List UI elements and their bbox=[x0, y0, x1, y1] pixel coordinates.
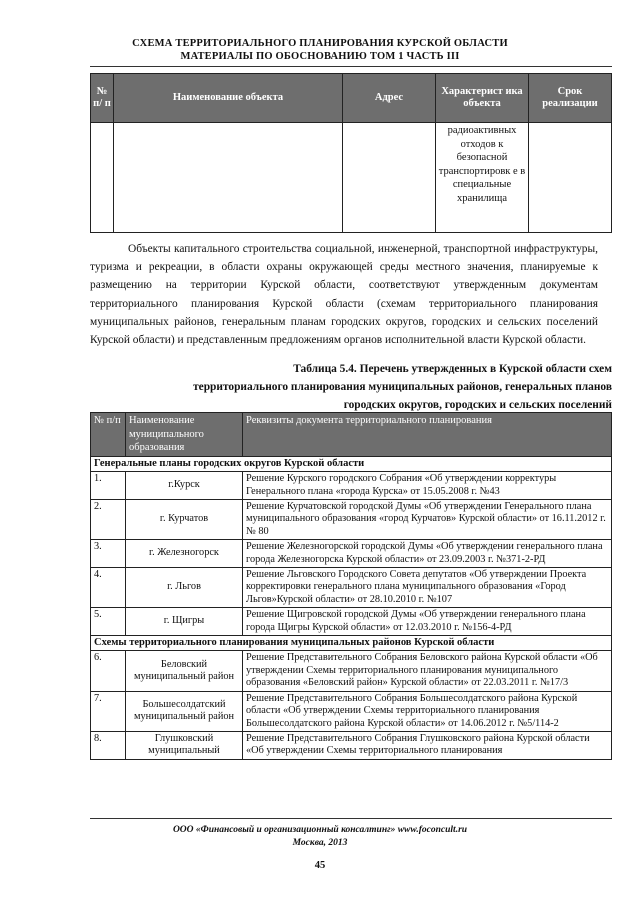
row-num: 3. bbox=[91, 540, 126, 568]
cell-term bbox=[529, 123, 612, 233]
cell-num bbox=[91, 123, 114, 233]
row-municipality: Большесолдатский муниципальный район bbox=[126, 691, 243, 731]
row-document: Решение Представительного Собрания Беловского района Курской области «Об утверждении Схемы территориального планирования муниципального образования «Беловский район» Курской области» от 22.03.2011 г. №17/3 bbox=[243, 651, 612, 691]
table-row bbox=[91, 500, 612, 540]
row-municipality: г.Курск bbox=[126, 472, 243, 500]
section-title: Схемы территориального планирования муниципальных районов Курской области bbox=[91, 636, 612, 651]
row-num: 4. bbox=[91, 568, 126, 608]
row-document: Решение Курского городского Собрания «Об утверждении корректуры Генерального плана «города Курска» от 15.05.2008 г. №43 bbox=[243, 472, 612, 500]
page-number: 45 bbox=[314, 860, 326, 871]
row-document: Решение Представительного Собрания Большесолдатского района Курской области «Об утверждении Схемы территориального планирования Большесолдатского района Курской области» от 14.06.2012 г. №5/114-2 bbox=[243, 691, 612, 731]
col-num: № п/ п bbox=[91, 74, 114, 123]
document-header-title: СХЕМА ТЕРРИТОРИАЛЬНОГО ПЛАНИРОВАНИЯ КУРСКОЙ ОБЛАСТИ bbox=[132, 38, 508, 49]
table-row bbox=[91, 608, 612, 636]
col-characteristic: Характерист ика объекта bbox=[436, 74, 529, 123]
header-divider bbox=[90, 66, 612, 67]
section-row bbox=[91, 456, 612, 471]
section-row bbox=[91, 636, 612, 651]
table-row bbox=[91, 568, 612, 608]
col-document: Реквизиты документа территориального планирования bbox=[243, 413, 612, 457]
caption-line-2: территориального планирования муниципальных районов, генеральных планов bbox=[193, 380, 612, 393]
row-num: 5. bbox=[91, 608, 126, 636]
row-municipality: Беловский муниципальный район bbox=[126, 651, 243, 691]
footer-divider bbox=[90, 818, 612, 819]
plans-table-header bbox=[91, 413, 612, 457]
cell-address bbox=[343, 123, 436, 233]
row-document: Решение Льговского Городского Совета депутатов «Об утверждении Проекта корректировки генерального плана муниципального образования «Город Льгов»Курской области» от 28.10.2010 г. №107 bbox=[243, 568, 612, 608]
table-row bbox=[91, 731, 612, 759]
section-title: Генеральные планы городских округов Курской области bbox=[91, 456, 612, 471]
col-address: Адрес bbox=[343, 74, 436, 123]
cell-characteristic: радиоактивных отходов к безопасной транспортировк е в специальные хранилища bbox=[436, 123, 529, 233]
footer-city-year: Москва, 2013 bbox=[292, 838, 348, 848]
row-municipality: г. Курчатов bbox=[126, 500, 243, 540]
table-row bbox=[91, 651, 612, 691]
body-paragraph bbox=[90, 240, 598, 349]
col-name: Наименование объекта bbox=[114, 74, 343, 123]
table-caption bbox=[90, 361, 612, 414]
row-municipality: г. Льгов bbox=[126, 568, 243, 608]
row-num: 1. bbox=[91, 472, 126, 500]
caption-line-1: Таблица 5.4. Перечень утвержденных в Курской области схем bbox=[293, 363, 612, 375]
col-term: Срок реализации bbox=[529, 74, 612, 123]
row-document: Решение Железногорской городской Думы «Об утверждении генерального плана города Железногорска Курской области» от 23.09.2003 г. №371-2-РД bbox=[243, 540, 612, 568]
col-num: № п/п bbox=[91, 413, 126, 457]
row-document: Решение Курчатовской городской Думы «Об утверждении Генерального плана муниципального образования «город Курчатов» Курской области» от 16.11.2012 г. № 80 bbox=[243, 500, 612, 540]
row-num: 6. bbox=[91, 651, 126, 691]
row-municipality: г. Железногорск bbox=[126, 540, 243, 568]
row-num: 8. bbox=[91, 731, 126, 759]
table-row bbox=[91, 123, 612, 233]
document-header-subtitle: МАТЕРИАЛЫ ПО ОБОСНОВАНИЮ ТОМ 1 ЧАСТЬ III bbox=[180, 51, 460, 62]
row-municipality: г. Щигры bbox=[126, 608, 243, 636]
objects-table bbox=[90, 73, 612, 233]
row-municipality: Глушковский муниципальный bbox=[126, 731, 243, 759]
col-municipality: Наименование муниципального образования bbox=[126, 413, 243, 457]
row-document: Решение Представительного Собрания Глушковского района Курской области «Об утверждении Схемы территориального планирования bbox=[243, 731, 612, 759]
objects-table-header bbox=[91, 74, 612, 123]
table-row bbox=[91, 691, 612, 731]
cell-name bbox=[114, 123, 343, 233]
paragraph-text: Объекты капитального строительства социальной, инженерной, транспортной инфраструктуры, туризма и рекреации, в области охраны окружающей среды местного значения, планируемые к размещению на территории Курской области, соответствуют утвержденным документам территориального планирования Курской области (схемам территориального планирования муниципальных районов, генеральным планам городских округов, городских и сельских поселений Курской области) и представленным предложениям органов исполнительной власти Курской области. bbox=[90, 243, 598, 347]
row-num: 2. bbox=[91, 500, 126, 540]
row-num: 7. bbox=[91, 691, 126, 731]
row-document: Решение Щигровской городской Думы «Об утверждении генерального плана города Щигры Курской области» от 12.03.2010 г. №156-4-РД bbox=[243, 608, 612, 636]
caption-line-3: городских округов, городских и сельских поселений bbox=[343, 398, 612, 411]
footer-company: ООО «Финансовый и организационный консалтинг» www.foconcult.ru bbox=[172, 825, 468, 835]
plans-table bbox=[90, 412, 612, 760]
table-row bbox=[91, 540, 612, 568]
table-row bbox=[91, 472, 612, 500]
